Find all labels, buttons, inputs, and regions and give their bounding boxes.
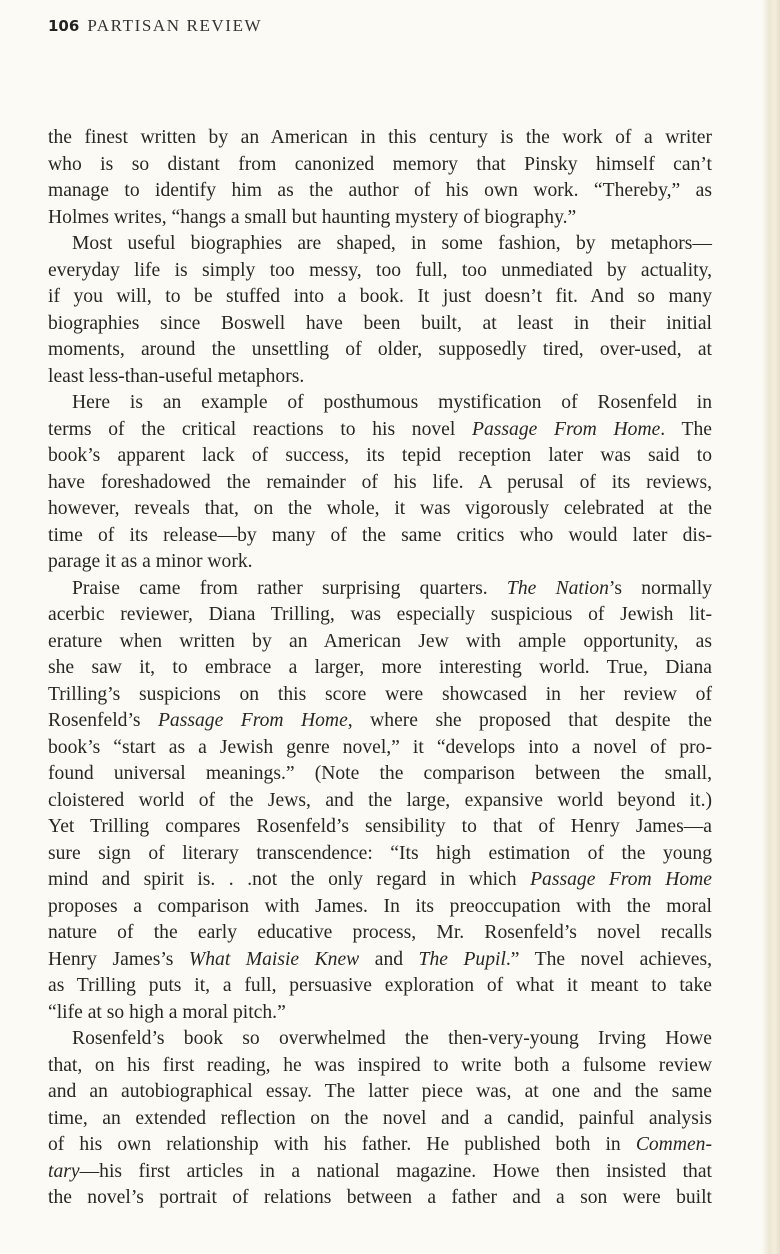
text-line xyxy=(48,814,712,841)
paragraph xyxy=(48,1026,712,1212)
text-run: time of its release—by many of the same critics who would later dis- xyxy=(48,524,712,546)
line-content xyxy=(48,761,712,788)
text-run: Rosenfeld’s book so overwhelmed the then-very-young Irving Howe xyxy=(72,1028,712,1049)
text-run: have foreshadowed the remainder of his life. A perusal of its reviews, xyxy=(48,471,712,493)
text-run: biographies since Boswell have been built, at least in their initial xyxy=(48,312,712,334)
text-line xyxy=(48,1000,712,1027)
text-run: and xyxy=(359,948,419,970)
text-line xyxy=(48,258,712,285)
text-line xyxy=(48,1079,712,1106)
paragraph xyxy=(48,576,712,1027)
text-line xyxy=(48,1185,712,1212)
text-line xyxy=(48,1132,712,1159)
text-run: Trilling’s suspicions on this score were showcased in her review of xyxy=(48,683,712,705)
text-run: the finest written by an American in this century is the work of a writer xyxy=(48,127,712,148)
line-content xyxy=(48,682,712,709)
line-content xyxy=(48,1159,712,1186)
page-number: 106 xyxy=(48,17,80,35)
line-content xyxy=(48,947,712,974)
line-content xyxy=(48,311,712,338)
text-line xyxy=(48,417,712,444)
text-run: time, an extended reflection on the novel and a candid, painful analysis xyxy=(48,1107,712,1129)
line-content xyxy=(48,894,712,921)
text-run: who is so distant from canonized memory that Pinsky himself can’t xyxy=(48,153,712,175)
text-line xyxy=(48,549,712,576)
line-content xyxy=(48,496,712,523)
line-content xyxy=(48,920,712,947)
text-line xyxy=(48,920,712,947)
text-run: .” The novel achieves, xyxy=(505,948,712,970)
text-line xyxy=(48,390,712,417)
text-line xyxy=(48,867,712,894)
text-run: Most useful biographies are shaped, in some fashion, by metaphors— xyxy=(72,233,712,254)
line-content xyxy=(48,788,712,815)
text-line xyxy=(48,602,712,629)
line-content xyxy=(48,1079,712,1106)
italic-title: What Maisie Knew xyxy=(188,948,360,970)
line-content xyxy=(48,443,712,470)
line-content xyxy=(48,1185,712,1212)
text-line xyxy=(48,311,712,338)
text-line xyxy=(48,894,712,921)
text-line xyxy=(48,1159,712,1186)
line-content xyxy=(48,841,712,868)
line-content xyxy=(48,602,712,629)
text-run: , where she proposed that despite the xyxy=(347,710,712,731)
text-line xyxy=(48,708,712,735)
text-run: Rosenfeld’s xyxy=(48,710,158,731)
text-run: of his own relationship with his father. He published both in xyxy=(48,1134,636,1155)
line-content xyxy=(48,708,712,735)
text-run: Here is an example of posthumous mystification of Rosenfeld in xyxy=(72,392,712,413)
text-run: Holmes writes, “hangs a small but haunting mystery of biography.” xyxy=(48,206,577,228)
line-content xyxy=(48,735,712,762)
italic-title: Commen- xyxy=(635,1134,712,1155)
text-line xyxy=(48,947,712,974)
text-run: sure sign of literary transcendence: “Its high estimation of the young xyxy=(48,842,712,864)
text-line xyxy=(48,682,712,709)
text-run: book’s apparent lack of success, its tepid reception later was said to xyxy=(48,445,712,466)
text-run: everyday life is simply too messy, too full, too unmediated by actuality, xyxy=(48,259,712,281)
text-run: —his first articles in a national magazine. Howe then insisted that xyxy=(79,1160,712,1182)
line-content xyxy=(48,205,712,232)
italic-title: tary xyxy=(48,1160,80,1182)
text-run: Praise came from rather surprising quarters. xyxy=(72,577,507,599)
text-line xyxy=(48,735,712,762)
text-line xyxy=(48,576,712,603)
line-content xyxy=(48,655,712,682)
text-run: terms of the critical reactions to his novel xyxy=(48,418,473,440)
text-run: Yet Trilling compares Rosenfeld’s sensibility to that of Henry James—a xyxy=(48,816,712,837)
journal-title: PARTISAN REVIEW xyxy=(87,16,263,35)
text-run: . The xyxy=(660,418,712,440)
text-line xyxy=(48,205,712,232)
text-line xyxy=(48,496,712,523)
italic-title: Passage From Home xyxy=(530,869,712,890)
italic-title: Passage From Home xyxy=(472,418,661,440)
text-run: ’s normally xyxy=(608,577,712,599)
text-line xyxy=(48,1026,712,1053)
text-run: manage to identify him as the author of his own work. “Thereby,” as xyxy=(48,180,712,201)
text-run: however, reveals that, on the whole, it was vigorously celebrated at the xyxy=(48,498,712,519)
line-content xyxy=(48,867,712,894)
line-content xyxy=(48,258,712,285)
line-content xyxy=(48,417,712,444)
page-edge-shadow xyxy=(762,0,780,1254)
line-content xyxy=(48,814,712,841)
article-body xyxy=(48,125,712,1212)
line-content xyxy=(48,1000,712,1027)
text-run: that, on his first reading, he was inspired to write both a fulsome review xyxy=(48,1054,712,1076)
text-line xyxy=(48,152,712,179)
line-content xyxy=(48,125,712,152)
text-run: moments, around the unsettling of older, supposedly tired, over-used, at xyxy=(48,339,712,360)
line-content xyxy=(48,470,712,497)
text-line xyxy=(48,284,712,311)
text-line xyxy=(48,364,712,391)
text-line xyxy=(48,470,712,497)
text-run: found universal meanings.” (Note the comparison between the small, xyxy=(48,763,712,784)
text-line xyxy=(48,629,712,656)
text-line xyxy=(48,841,712,868)
text-run: nature of the early educative process, Mr. Rosenfeld’s novel recalls xyxy=(48,922,712,943)
text-run: and an autobiographical essay. The latter piece was, at one and the same xyxy=(48,1081,712,1102)
text-line xyxy=(48,788,712,815)
line-content xyxy=(48,629,712,656)
text-line xyxy=(48,523,712,550)
text-run: erature when written by an American Jew with ample opportunity, as xyxy=(48,630,712,652)
text-line xyxy=(48,337,712,364)
text-run: “life at so high a moral pitch.” xyxy=(48,1001,286,1023)
text-line xyxy=(48,231,712,258)
line-content xyxy=(72,390,712,417)
line-content xyxy=(48,549,712,576)
text-run: proposes a comparison with James. In its preoccupation with the moral xyxy=(48,895,712,917)
text-line xyxy=(48,655,712,682)
text-line xyxy=(48,761,712,788)
text-line xyxy=(48,125,712,152)
line-content xyxy=(48,284,712,311)
line-content xyxy=(48,152,712,179)
text-run: as Trilling puts it, a full, persuasive exploration of what it meant to take xyxy=(48,975,712,996)
line-content xyxy=(72,576,712,603)
line-content xyxy=(48,178,712,205)
text-run: cloistered world of the Jews, and the large, expansive world beyond it.) xyxy=(48,789,712,811)
text-line xyxy=(48,973,712,1000)
text-run: she saw it, to embrace a larger, more interesting world. True, Diana xyxy=(48,657,712,678)
text-run: book’s “start as a Jewish genre novel,” it “develops into a novel of pro- xyxy=(48,736,712,758)
line-content xyxy=(48,1106,712,1133)
text-run: the novel’s portrait of relations between a father and a son were built xyxy=(48,1187,712,1208)
italic-title: Passage From Home xyxy=(157,710,348,731)
text-run: acerbic reviewer, Diana Trilling, was especially suspicious of Jewish lit- xyxy=(48,604,712,625)
line-content xyxy=(48,337,712,364)
line-content xyxy=(72,1026,712,1053)
paragraph xyxy=(48,390,712,576)
italic-title: The Nation xyxy=(506,577,609,599)
line-content xyxy=(48,523,712,550)
text-line xyxy=(48,1106,712,1133)
text-line xyxy=(48,1053,712,1080)
text-run: least less-than-useful metaphors. xyxy=(48,365,305,387)
text-run: mind and spirit is. . .not the only regard in which xyxy=(48,869,531,890)
paragraph xyxy=(48,231,712,390)
line-content xyxy=(48,364,712,391)
text-line xyxy=(48,178,712,205)
line-content xyxy=(48,1053,712,1080)
text-run: Henry James’s xyxy=(48,948,189,970)
paragraph xyxy=(48,125,712,231)
line-content xyxy=(72,231,712,258)
text-run: if you will, to be stuffed into a book. It just doesn’t fit. And so many xyxy=(48,286,712,307)
text-line xyxy=(48,443,712,470)
italic-title: The Pupil xyxy=(418,948,506,970)
text-run: parage it as a minor work. xyxy=(48,551,253,572)
line-content xyxy=(48,973,712,1000)
line-content xyxy=(48,1132,712,1159)
running-header xyxy=(48,16,262,46)
